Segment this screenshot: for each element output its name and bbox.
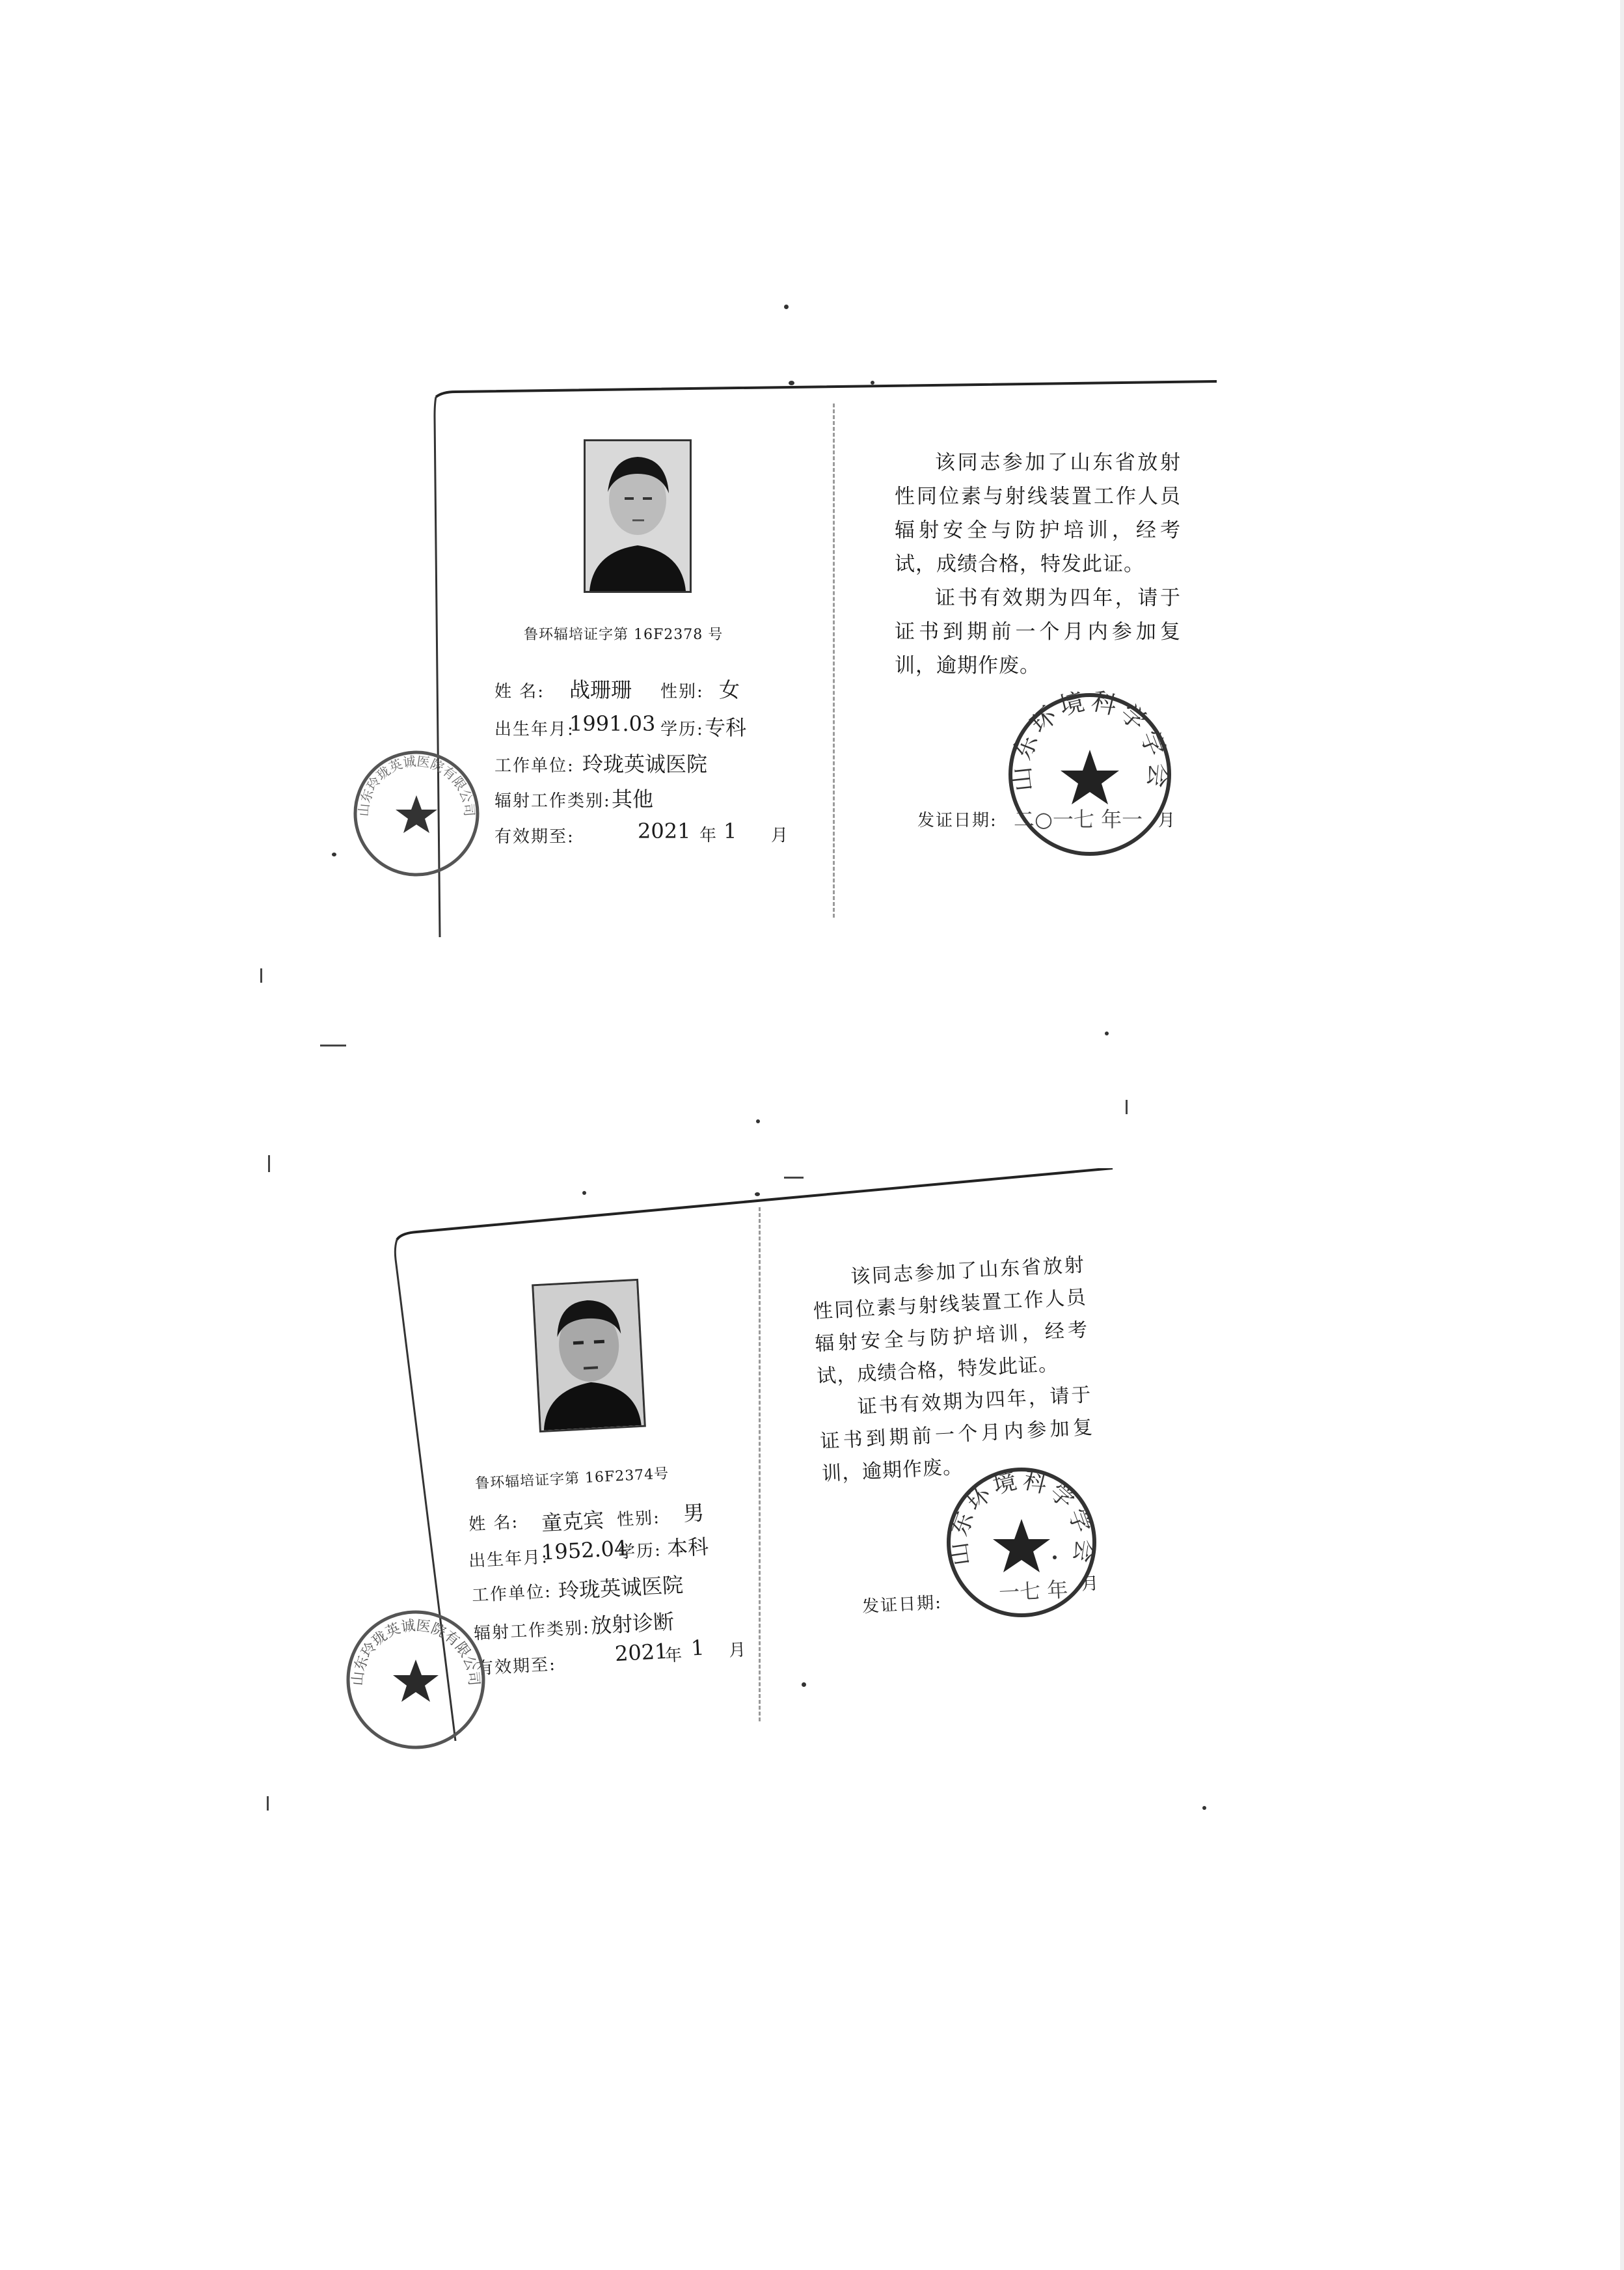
valid-year-char: 年 [699, 826, 718, 845]
name-label: 姓 名: [494, 682, 545, 702]
fold-line [759, 1207, 761, 1721]
name-value: 童克宾 [541, 1507, 605, 1536]
certificate-card [355, 377, 1217, 937]
id-photo [584, 439, 692, 593]
category-label: 辐射工作类别: [494, 791, 611, 811]
issue-date-value: 二○一七 年一 [1014, 807, 1143, 832]
category-label: 辐射工作类别: [473, 1618, 591, 1644]
issuer-seal-text: 山东环境科学学会 [945, 1467, 1098, 1568]
name-value: 战珊珊 [569, 677, 632, 702]
valid-label: 有效期至: [476, 1654, 557, 1679]
name-label: 姓 名: [468, 1512, 519, 1535]
cert-number: 鲁环辐培证字第 16F2378 号 [524, 627, 724, 643]
category-value: 其他 [612, 787, 654, 812]
certificate-statement: 该同志参加了山东省放射性同位素与射线装置工作人员辐射安全与防护培训，经考试，成绩合格，特发此证。 [813, 1253, 1089, 1388]
scan-speck [332, 853, 336, 856]
scan-mark [1126, 1100, 1128, 1114]
cert-number: 鲁环辐培证字第 16F2374号 [474, 1466, 670, 1492]
birth-label: 出生年月: [494, 720, 575, 739]
issue-month-char: 月 [1158, 811, 1177, 830]
unit-label: 工作单位: [471, 1581, 552, 1606]
education-value: 本科 [666, 1534, 710, 1561]
unit-seal [344, 1607, 488, 1752]
gender-label: 性别: [616, 1508, 661, 1530]
page-edge [1620, 0, 1624, 2270]
valid-month: 1 [690, 1635, 705, 1661]
issuer-seal [1005, 686, 1177, 859]
education-label: 学历: [660, 720, 704, 739]
birth-label: 出生年月: [468, 1547, 549, 1572]
certificate-card [349, 1168, 1178, 1741]
unit-label: 工作单位: [494, 756, 575, 776]
scan-mark [268, 1155, 270, 1172]
valid-month: 1 [724, 819, 737, 843]
certificate-text [895, 446, 1181, 683]
scan-mark [260, 968, 262, 983]
id-photo [532, 1279, 646, 1432]
category-value: 放射诊断 [590, 1609, 675, 1639]
valid-label: 有效期至: [494, 827, 575, 847]
unit-seal [351, 748, 481, 879]
fold-line [833, 403, 835, 918]
scan-speck [756, 1119, 760, 1123]
issuer-seal-text: 山东环境科学学会 [1006, 686, 1174, 793]
valid-year: 2021 [638, 819, 691, 843]
unit-seal-text: 山东玲珑英诚医院有限公司 [355, 753, 478, 817]
unit-value: 玲珑英诚医院 [558, 1572, 684, 1604]
gender-value: 男 [683, 1500, 705, 1526]
scan-speck [1105, 1032, 1109, 1035]
unit-value: 玲珑英诚医院 [582, 752, 708, 776]
education-value: 专科 [705, 715, 747, 740]
issue-month-char: 月 [1081, 1574, 1100, 1594]
valid-year: 2021 [614, 1638, 669, 1667]
certificate-text [811, 1249, 1096, 1491]
issue-date-label: 发证日期: [917, 811, 997, 830]
valid-year-char: 年 [664, 1645, 684, 1666]
issue-date-value: 一七 年 [998, 1577, 1069, 1606]
birth-value: 1991.03 [569, 711, 656, 736]
birth-value: 1952.04 [541, 1535, 629, 1565]
gender-value: 女 [719, 677, 740, 702]
scan-mark [320, 1045, 346, 1046]
valid-month-char: 月 [728, 1640, 748, 1661]
unit-seal-text: 山东玲珑英诚医院有限公司 [349, 1617, 482, 1687]
issue-date-label: 发证日期: [861, 1593, 943, 1617]
scan-speck [1202, 1806, 1206, 1810]
valid-month-char: 月 [771, 826, 790, 845]
validity-note: 证书有效期为四年，请于证书到期前一个月内参加复训，逾期作废。 [819, 1383, 1094, 1486]
validity-note: 证书有效期为四年，请于证书到期前一个月内参加复训，逾期作废。 [895, 586, 1181, 677]
gender-label: 性别: [660, 682, 704, 702]
scan-mark [267, 1796, 269, 1811]
issuer-seal [943, 1464, 1100, 1620]
scan-speck [784, 305, 789, 309]
certificate-statement: 该同志参加了山东省放射性同位素与射线装置工作人员辐射安全与防护培训，经考试，成绩合格，特发此证。 [895, 451, 1181, 576]
education-label: 学历: [617, 1540, 662, 1563]
